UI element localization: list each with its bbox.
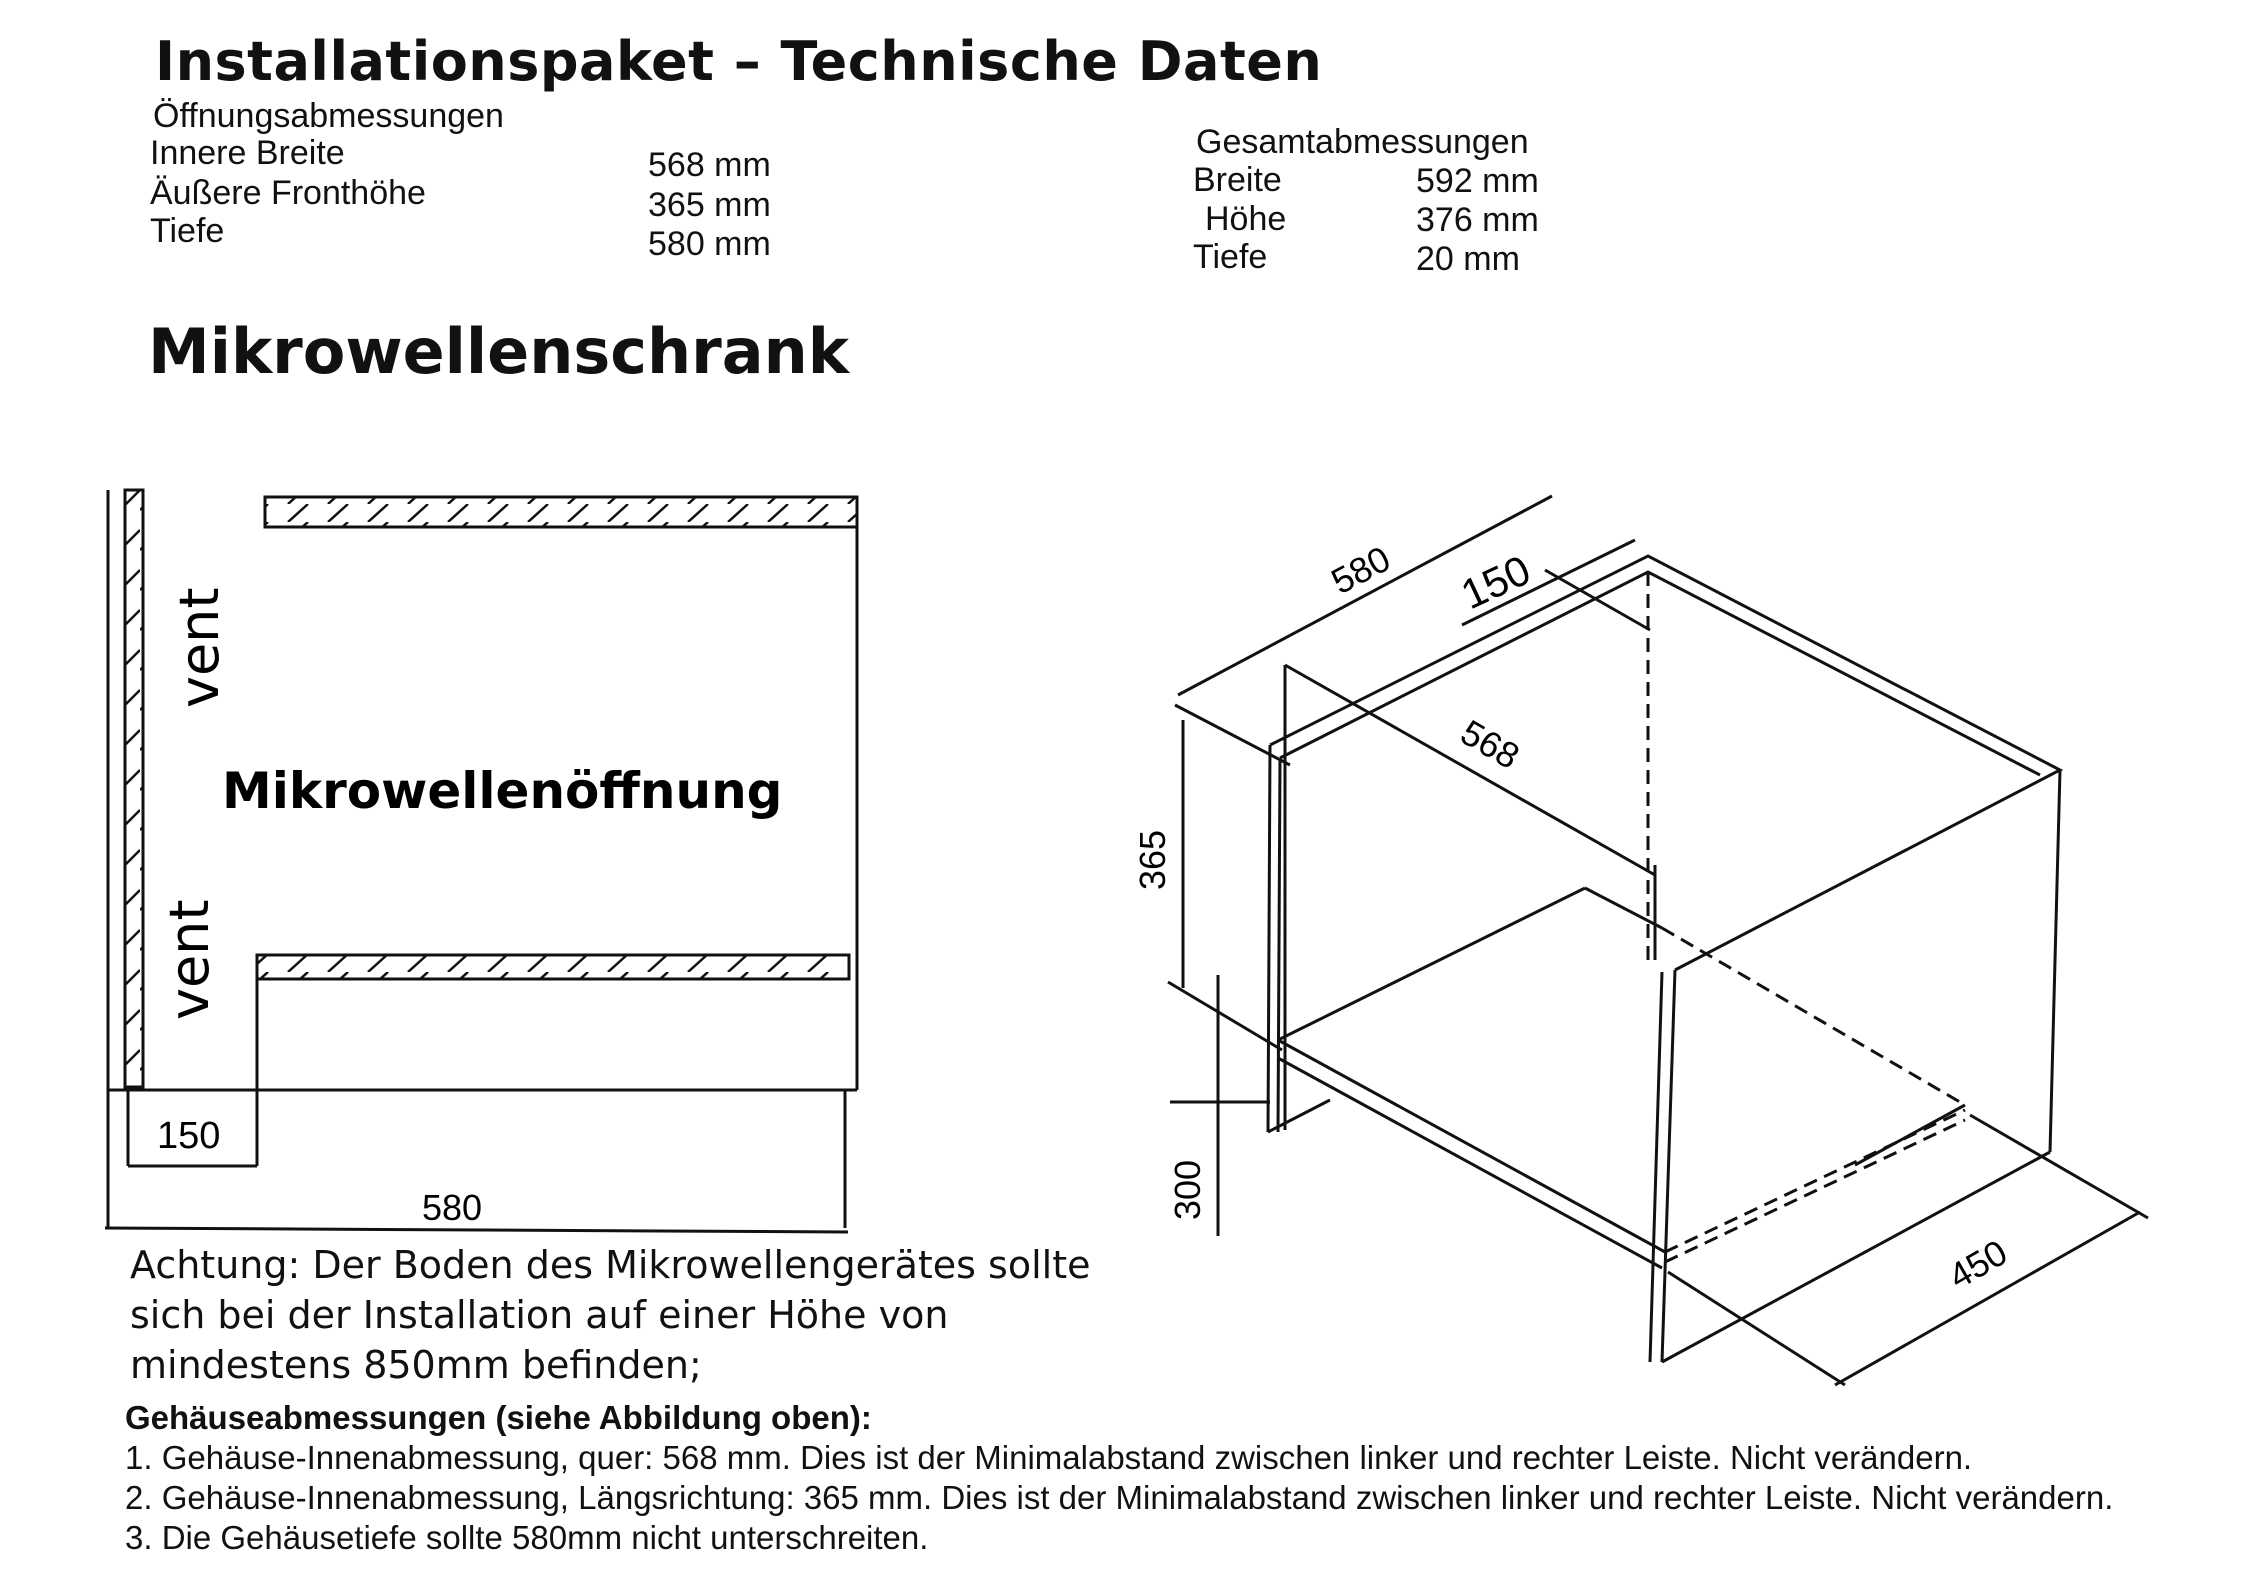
iso-dim-150: 150 [1453, 545, 1538, 619]
iso-dim-580: 580 [1324, 537, 1397, 603]
overall-value-height: 376 mm [1416, 201, 1539, 239]
overall-label-width: Breite [1193, 161, 1282, 199]
overall-value-width: 592 mm [1416, 162, 1539, 200]
vent-label-top: vent [168, 587, 231, 708]
right-front-edge [1662, 970, 1675, 1362]
right-back-edge [2050, 770, 2060, 1152]
shelf-step [1855, 1105, 1965, 1165]
left-post-outer [1268, 745, 1270, 1132]
shelf-front-edge [1278, 1040, 1665, 1252]
shelf-back-edge [1585, 888, 1662, 928]
hidden-shelf-front [1665, 1110, 1965, 1252]
opening-label-height: Äußere Fronthöhe [150, 174, 426, 212]
opening-value-height: 365 mm [648, 186, 771, 224]
opening-label: Mikrowellenöffnung [222, 762, 783, 820]
top-frame [1270, 556, 2060, 970]
opening-heading: Öffnungsabmessungen [153, 97, 504, 135]
shelf-left-edge [1278, 888, 1585, 1040]
shelf-front-edge-2 [1278, 1058, 1662, 1268]
shelf-board [257, 955, 849, 979]
housing-item-2: 2. Gehäuse-Innenabmessung, Längsrichtung: 365 mm. Dies ist der Minimalabstand zwischen linker und rechter Leiste. Nicht verändern. [125, 1479, 2114, 1516]
overall-label-depth: Tiefe [1193, 238, 1268, 276]
left-wall [125, 490, 143, 1087]
iso-dim-300: 300 [1167, 1159, 1208, 1220]
opening-value-depth: 580 mm [648, 225, 771, 263]
iso-dim-365-ext [1168, 982, 1282, 1050]
overall-label-height: Höhe [1205, 200, 1287, 238]
iso-dim-450: 450 [1941, 1231, 2015, 1297]
vent-label-bottom: vent [158, 899, 221, 1020]
iso-dim-365: 365 [1132, 829, 1173, 890]
iso-dim-568: 568 [1454, 711, 1527, 777]
side-dim-150: 150 [157, 1115, 221, 1157]
iso-dim-450-ext [1668, 1272, 1845, 1385]
iso-dim-450-ext2 [1970, 1115, 2148, 1218]
page-title: Installationspaket – Technische Daten [155, 30, 1323, 93]
side-dim-580: 580 [422, 1187, 483, 1228]
right-front-edge-inner [1650, 972, 1662, 1362]
overall-heading: Gesamtabmessungen [1196, 123, 1529, 161]
iso-dim-568-line [1285, 665, 1655, 875]
iso-dim-580-ext [1175, 705, 1290, 765]
dim-580-line [105, 1228, 848, 1232]
left-post-inner [1278, 758, 1280, 1132]
opening-label-depth: Tiefe [150, 212, 225, 250]
housing-item-1: 1. Gehäuse-Innenabmessung, quer: 568 mm. Dies ist der Minimalabstand zwischen linker und rechter Leiste. Nicht verändern. [125, 1439, 1973, 1476]
top-frame-inner [1280, 572, 2040, 775]
opening-value-width: 568 mm [648, 146, 771, 184]
section-title: Mikrowellenschrank [148, 315, 849, 388]
hidden-shelf-front-2 [1665, 1120, 1965, 1262]
hidden-shelf-right [1662, 928, 1965, 1105]
opening-label-width: Innere Breite [150, 134, 345, 172]
installation-notice: Achtung: Der Boden des Mikrowellengerätes sollte sich bei der Installation auf einer Höhe von mindestens 850mm befinden; [130, 1243, 1091, 1387]
housing-heading: Gehäuseabmessungen (siehe Abbildung oben): [125, 1399, 872, 1436]
housing-item-3: 3. Die Gehäusetiefe sollte 580mm nicht unterschreiten. [125, 1519, 929, 1556]
top-board [265, 497, 857, 527]
housing-section [125, 1398, 2225, 1558]
overall-value-depth: 20 mm [1416, 240, 1520, 278]
